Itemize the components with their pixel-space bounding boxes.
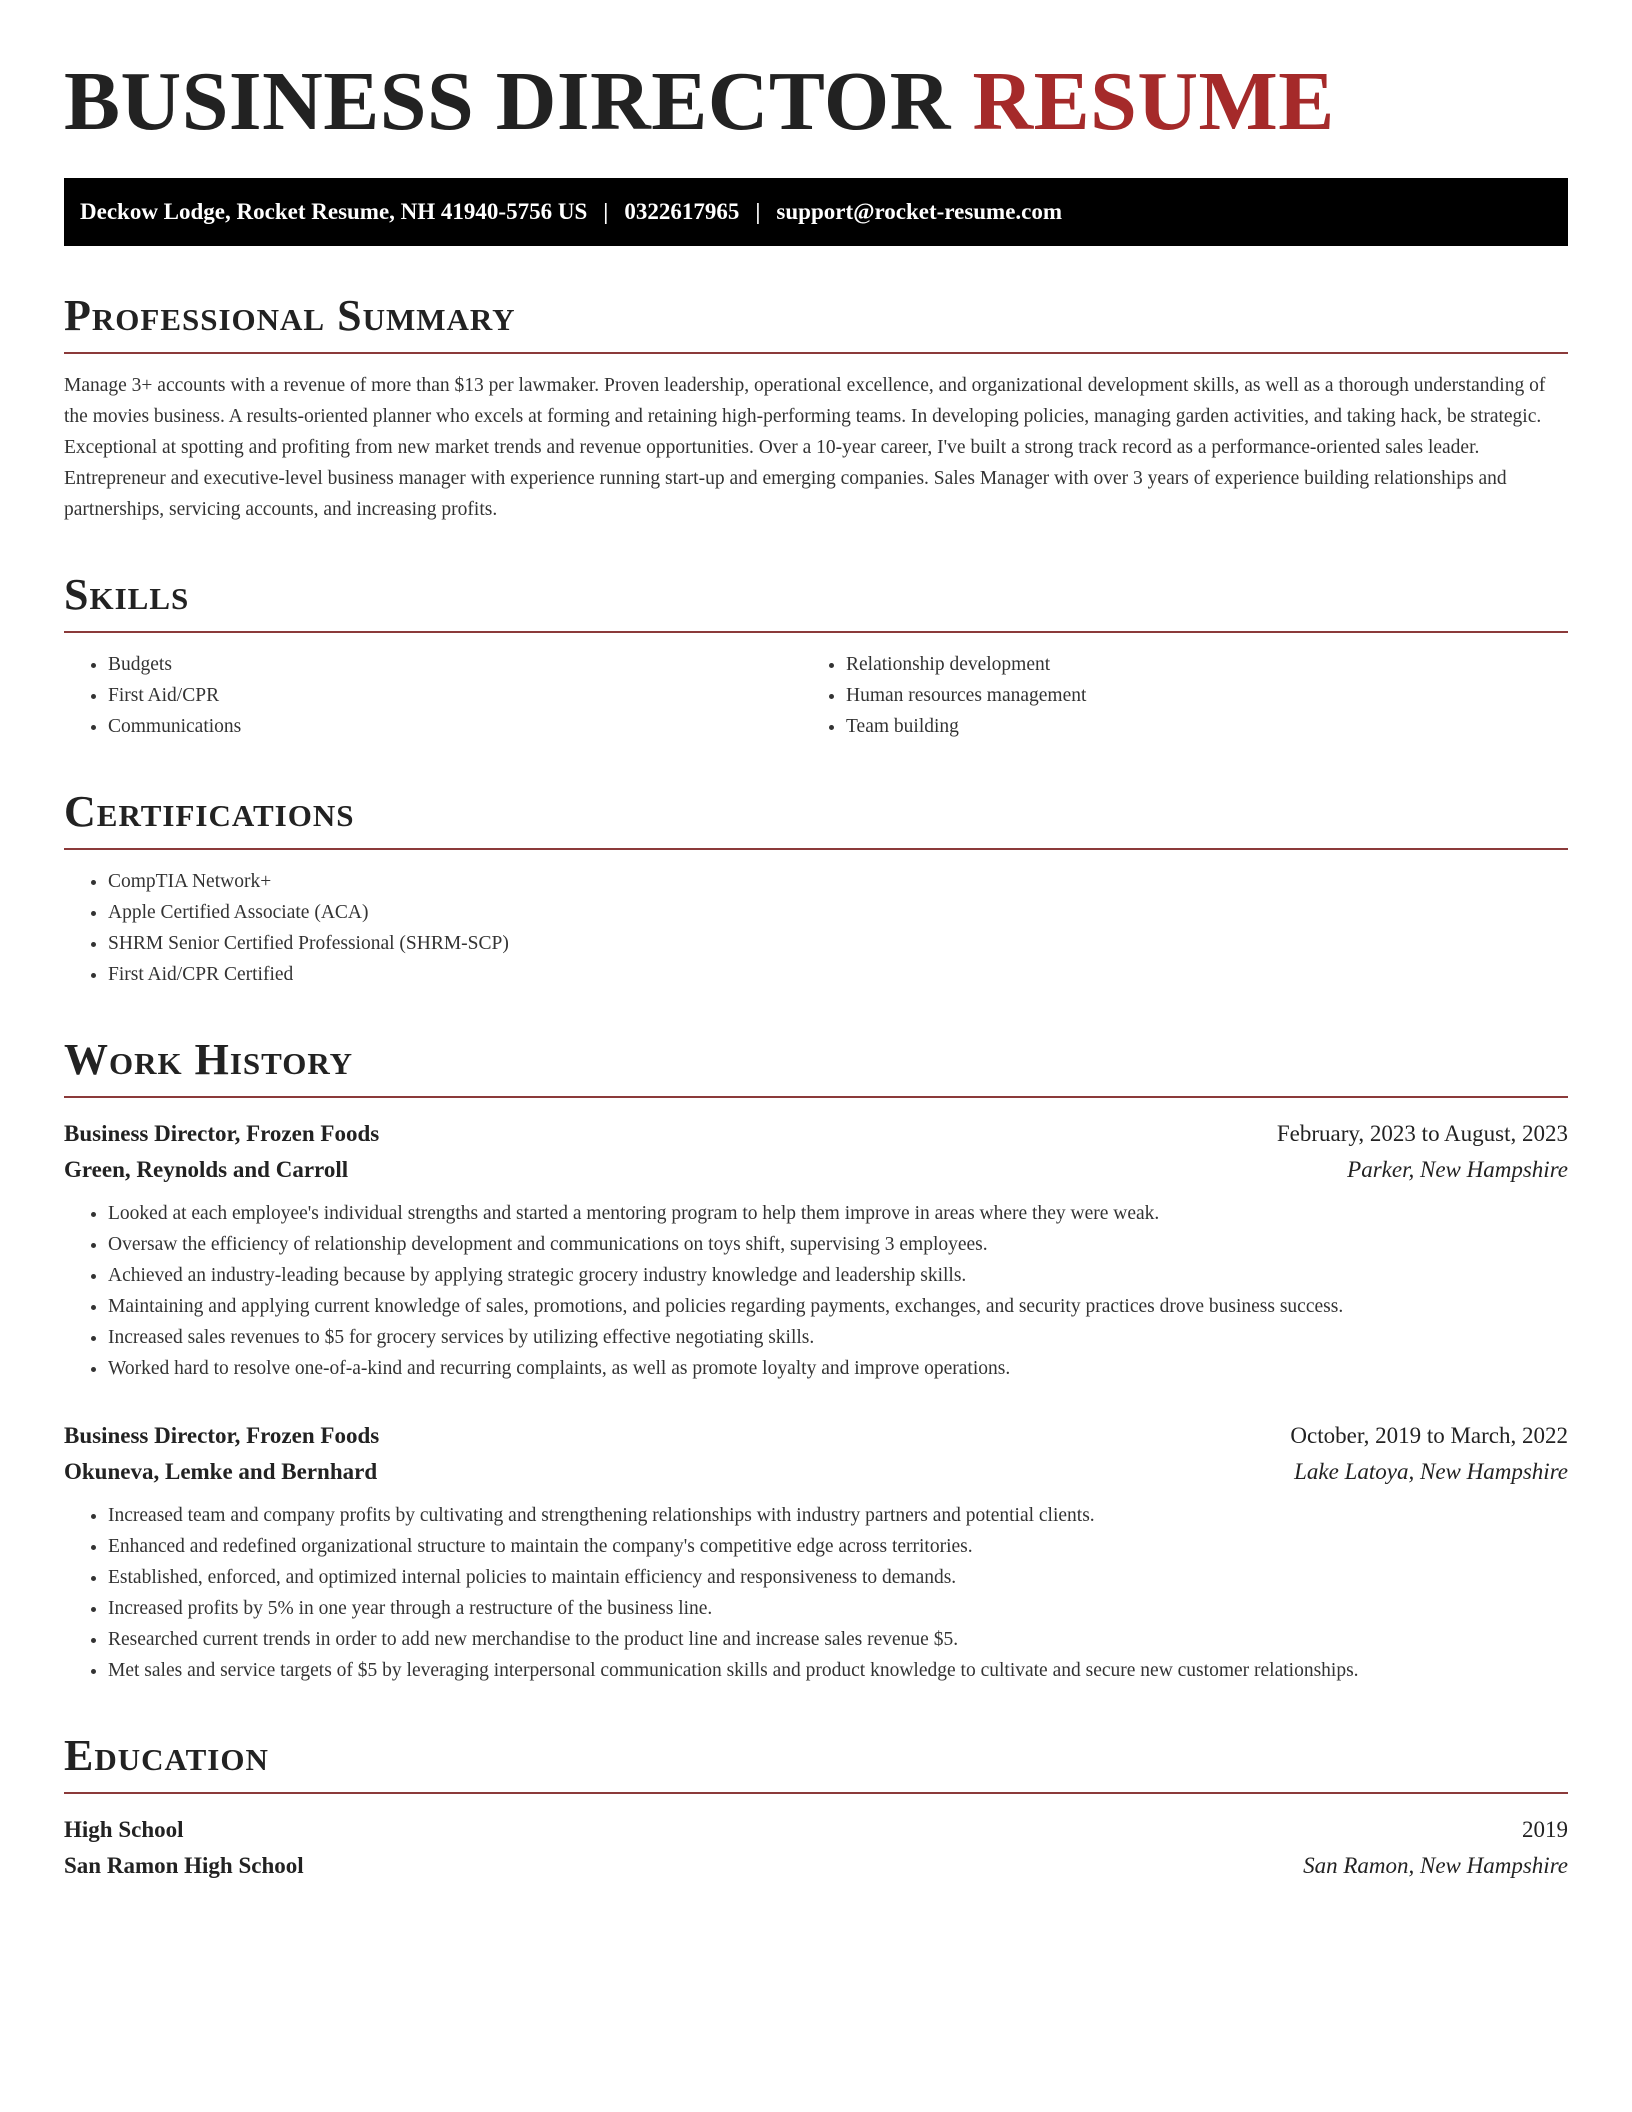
work-history-section bbox=[64, 1034, 1568, 1686]
job-title-row bbox=[64, 1116, 1568, 1152]
skill-item: • Team building bbox=[846, 711, 1568, 742]
job-bullets bbox=[64, 1198, 1568, 1384]
job-company-row bbox=[64, 1454, 1568, 1490]
contact-phone: 0322617965 bbox=[624, 199, 740, 224]
job-bullet: • Increased sales revenues to $5 for grocery services by utilizing effective negotiating skills. bbox=[108, 1322, 1568, 1353]
title-main: BUSINESS DIRECTOR bbox=[64, 55, 951, 148]
certification-item: • Apple Certified Associate (ACA) bbox=[108, 897, 1568, 928]
contact-separator: | bbox=[603, 199, 609, 224]
job-company: Green, Reynolds and Carroll bbox=[64, 1157, 349, 1182]
education-degree-row bbox=[64, 1812, 1568, 1848]
job-bullet: • Worked hard to resolve one-of-a-kind and recurring complaints, as well as promote loyalty and improve operations. bbox=[108, 1353, 1568, 1384]
job-entry bbox=[64, 1418, 1568, 1686]
summary-text: Manage 3+ accounts with a revenue of more than $13 per lawmaker. Proven leadership, operational excellence, and organizational development skills, as well as a thorough understanding of the movies business. A results-oriented planner who excels at forming and retaining high-performing teams. In developing policies, managing garden activities, and taking hack, be strategic. Exceptional at spotting and profiting from new market trends and revenue opportunities. Over a 10-year career, I've built a strong track record as a performance-oriented sales leader. Entrepreneur and executive-level business manager with experience running start-up and emerging companies. Sales Manager with over 3 years of experience building relationships and partnerships, servicing accounts, and increasing profits. bbox=[64, 375, 1546, 520]
summary-section bbox=[64, 290, 1568, 525]
job-bullet: • Achieved an industry-leading because by applying strategic grocery industry knowledge and leadership skills. bbox=[108, 1260, 1568, 1291]
resume-title bbox=[64, 52, 1568, 152]
skills-heading: Skills bbox=[64, 569, 1568, 633]
job-bullet: • Maintaining and applying current knowledge of sales, promotions, and policies regarding payments, exchanges, and security practices drove business success. bbox=[108, 1291, 1568, 1322]
certification-item: • CompTIA Network+ bbox=[108, 866, 1568, 897]
skills-grid bbox=[64, 649, 1568, 742]
contact-bar bbox=[64, 178, 1568, 246]
skills-section bbox=[64, 569, 1568, 742]
education-school: San Ramon High School bbox=[64, 1853, 304, 1878]
certifications-list bbox=[64, 866, 1568, 990]
education-section bbox=[64, 1730, 1568, 1884]
job-location: Lake Latoya, New Hampshire bbox=[1294, 1459, 1568, 1484]
education-school-row bbox=[64, 1848, 1568, 1884]
job-bullet: • Increased profits by 5% in one year through a restructure of the business line. bbox=[108, 1593, 1568, 1624]
contact-email: support@rocket-resume.com bbox=[776, 199, 1063, 224]
summary-heading: Professional Summary bbox=[64, 290, 1568, 354]
skills-list-left bbox=[64, 649, 816, 742]
work-history-heading: Work History bbox=[64, 1034, 1568, 1098]
job-bullet: • Increased team and company profits by cultivating and strengthening relationships with industry partners and potential clients. bbox=[108, 1500, 1568, 1531]
job-entry bbox=[64, 1116, 1568, 1384]
job-bullets bbox=[64, 1500, 1568, 1686]
job-title-row bbox=[64, 1418, 1568, 1454]
job-company-row bbox=[64, 1152, 1568, 1188]
education-degree: High School bbox=[64, 1817, 184, 1842]
title-accent: RESUME bbox=[972, 55, 1335, 148]
job-location: Parker, New Hampshire bbox=[1347, 1157, 1568, 1182]
job-bullet: • Enhanced and redefined organizational structure to maintain the company's competitive edge across territories. bbox=[108, 1531, 1568, 1562]
certification-item: • First Aid/CPR Certified bbox=[108, 959, 1568, 990]
certifications-section bbox=[64, 786, 1568, 990]
contact-address: Deckow Lodge, Rocket Resume, NH 41940-5756 US bbox=[80, 199, 588, 224]
certifications-heading: Certifications bbox=[64, 786, 1568, 850]
job-bullet: • Looked at each employee's individual strengths and started a mentoring program to help them improve in areas where they were weak. bbox=[108, 1198, 1568, 1229]
education-location: San Ramon, New Hampshire bbox=[1303, 1853, 1568, 1878]
skill-item: • Relationship development bbox=[846, 649, 1568, 680]
skill-item: • Communications bbox=[108, 711, 816, 742]
job-bullet: • Oversaw the efficiency of relationship development and communications on toys shift, supervising 3 employees. bbox=[108, 1229, 1568, 1260]
certification-item: • SHRM Senior Certified Professional (SHRM-SCP) bbox=[108, 928, 1568, 959]
skills-list-right bbox=[816, 649, 1568, 742]
job-dates: February, 2023 to August, 2023 bbox=[1276, 1121, 1568, 1146]
job-bullet: • Met sales and service targets of $5 by leveraging interpersonal communication skills and product knowledge to cultivate and secure new customer relationships. bbox=[108, 1655, 1568, 1686]
skill-item: • Budgets bbox=[108, 649, 816, 680]
job-title: Business Director, Frozen Foods bbox=[64, 1121, 380, 1146]
education-heading: Education bbox=[64, 1730, 1568, 1794]
job-title: Business Director, Frozen Foods bbox=[64, 1423, 380, 1448]
job-dates: October, 2019 to March, 2022 bbox=[1290, 1423, 1568, 1448]
skill-item: • First Aid/CPR bbox=[108, 680, 816, 711]
skill-item: • Human resources management bbox=[846, 680, 1568, 711]
contact-separator: | bbox=[755, 199, 761, 224]
job-bullet: • Established, enforced, and optimized internal policies to maintain efficiency and responsiveness to demands. bbox=[108, 1562, 1568, 1593]
education-entry bbox=[64, 1812, 1568, 1884]
job-company: Okuneva, Lemke and Bernhard bbox=[64, 1459, 378, 1484]
education-year: 2019 bbox=[1522, 1817, 1568, 1842]
job-bullet: • Researched current trends in order to add new merchandise to the product line and increase sales revenue $5. bbox=[108, 1624, 1568, 1655]
